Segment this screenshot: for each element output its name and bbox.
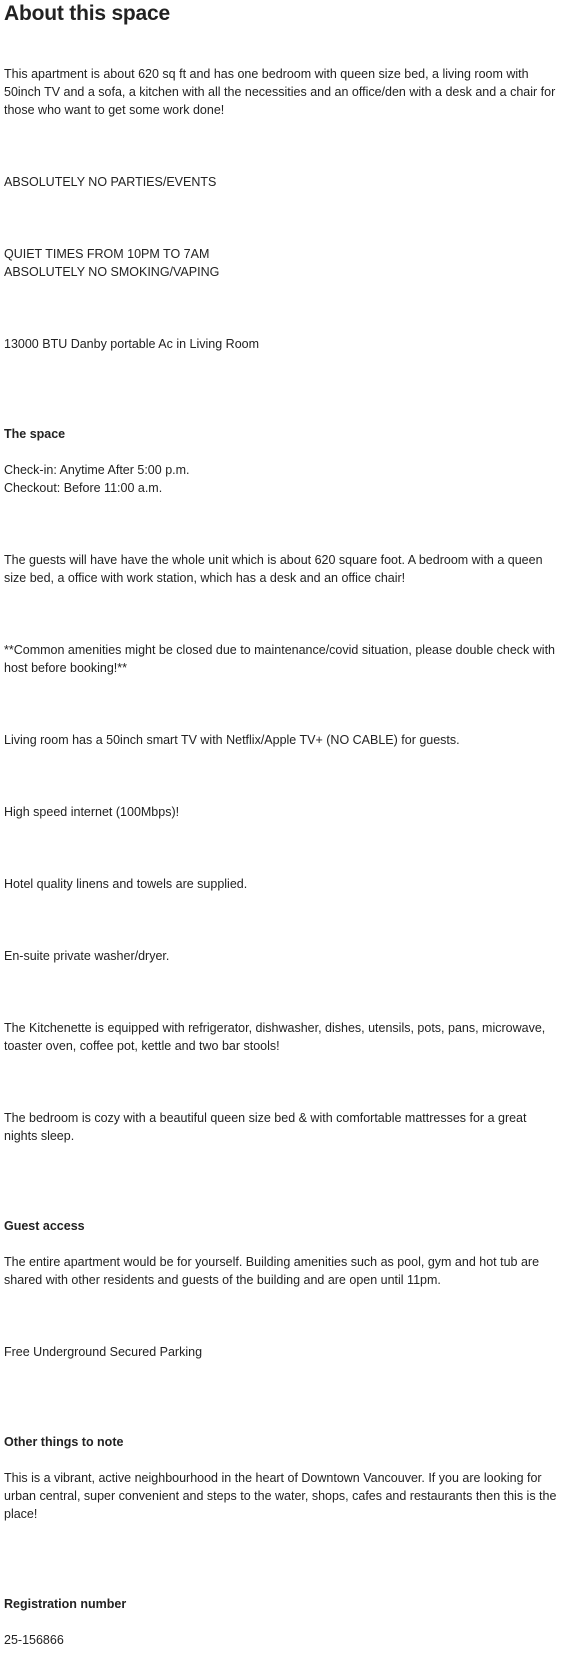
- section-heading-the-space: The space: [4, 427, 66, 441]
- description-paragraph: QUIET TIMES FROM 10PM TO 7AM ABSOLUTELY NO SMOKING/VAPING: [4, 247, 220, 279]
- guest-access-paragraph: The entire apartment would be for yourself. Building amenities such as pool, gym and hot tub are shared with other residents and guests of the building and are open until 11pm.: [4, 1255, 540, 1287]
- space-paragraph: Living room has a 50inch smart TV with Netflix/Apple TV+ (NO CABLE) for guests.: [4, 733, 460, 747]
- guest-access-paragraph: Free Underground Secured Parking: [4, 1345, 203, 1359]
- description-paragraph: This apartment is about 620 sq ft and has one bedroom with queen size bed, a living room with 50inch TV and a sofa, a kitchen with all the necessities and an office/den with a desk and a chair for those who want to get some work done!: [4, 67, 556, 117]
- space-paragraph: The bedroom is cozy with a beautiful queen size bed & with comfortable mattresses for a great nights sleep.: [4, 1111, 527, 1143]
- space-paragraph: High speed internet (100Mbps)!: [4, 805, 180, 819]
- space-paragraph: The guests will have have the whole unit which is about 620 square foot. A bedroom with a queen size bed, a office with work station, which has a desk and an office chair!: [4, 553, 543, 585]
- space-paragraph: **Common amenities might be closed due to maintenance/covid situation, please double check with host before booking!**: [4, 643, 556, 675]
- other-things-paragraph: This is a vibrant, active neighbourhood in the heart of Downtown Vancouver. If you are looking for urban central, super convenient and steps to the water, shops, cafes and restaurants then this is the place!: [4, 1471, 557, 1521]
- page-title: About this space: [4, 2, 170, 25]
- listing-description: [4, 47, 558, 1667]
- registration-number: 25-156866: [4, 1633, 64, 1647]
- section-heading-guest-access: Guest access: [4, 1219, 85, 1233]
- space-paragraph: The Kitchenette is equipped with refrigerator, dishwasher, dishes, utensils, pots, pans, microwave, toaster oven, coffee pot, kettle and two bar stools!: [4, 1021, 546, 1053]
- space-paragraph: En-suite private washer/dryer.: [4, 949, 170, 963]
- space-paragraph: Check-in: Anytime After 5:00 p.m. Checkout: Before 11:00 a.m.: [4, 463, 190, 495]
- space-paragraph: Hotel quality linens and towels are supplied.: [4, 877, 248, 891]
- section-heading-registration: Registration number: [4, 1597, 127, 1611]
- description-paragraph: ABSOLUTELY NO PARTIES/EVENTS: [4, 175, 217, 189]
- description-paragraph: 13000 BTU Danby portable Ac in Living Room: [4, 337, 260, 351]
- section-heading-other-things: Other things to note: [4, 1435, 124, 1449]
